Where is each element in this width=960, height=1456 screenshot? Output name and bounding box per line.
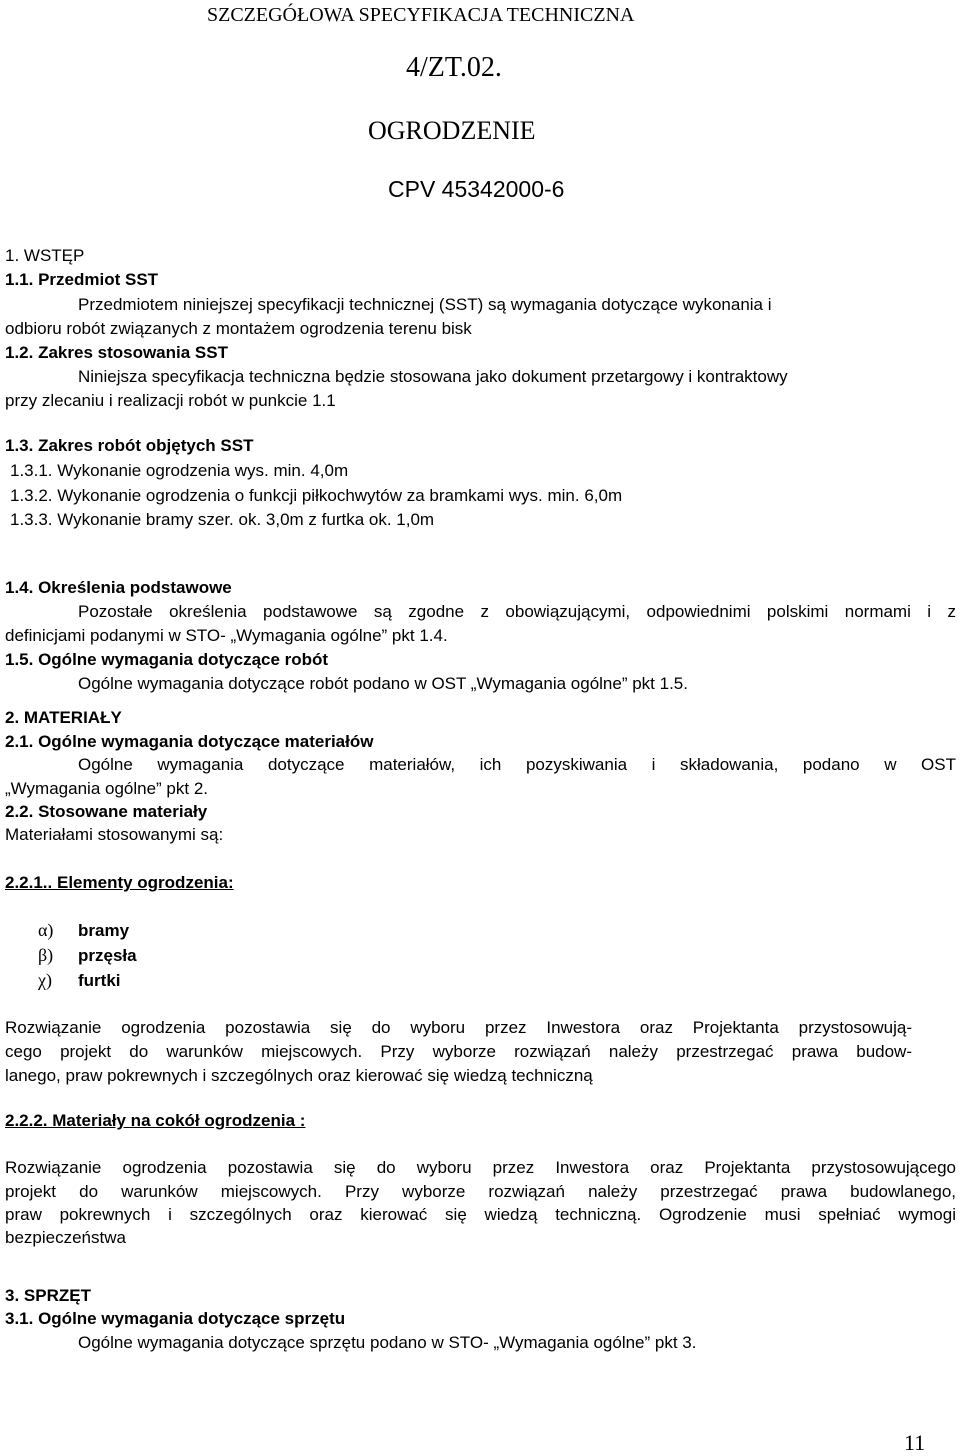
list-item bbox=[38, 945, 137, 966]
section-2-2-heading: 2.2. Stosowane materiały bbox=[5, 802, 208, 821]
section-1-1-text-line2: odbioru robót związanych z montażem ogrodzenia terenu bisk bbox=[5, 319, 472, 338]
section-1-heading: 1. WSTĘP bbox=[5, 246, 85, 265]
list-item-label: przęsła bbox=[78, 946, 137, 965]
list-marker: χ) bbox=[38, 970, 52, 990]
section-3-1-heading: 3.1. Ogólne wymagania dotyczące sprzętu bbox=[5, 1309, 346, 1328]
list-item: 1.3.3. Wykonanie bramy szer. ok. 3,0m z furtka ok. 1,0m bbox=[10, 510, 435, 529]
section-2-2-2-heading: 2.2.2. Materiały na cokół ogrodzenia : bbox=[5, 1111, 306, 1130]
paragraph-2-line1: Rozwiązanie ogrodzenia pozostawia się do wyboru przez Inwestora oraz Projektanta przystosowującego bbox=[5, 1158, 956, 1177]
paragraph-1-line1: Rozwiązanie ogrodzenia pozostawia się do wyboru przez Inwestora oraz Projektanta przystosowują- bbox=[5, 1018, 912, 1037]
paragraph-2-line4: bezpieczeństwa bbox=[5, 1228, 126, 1247]
section-1-2-heading: 1.2. Zakres stosowania SST bbox=[5, 343, 228, 362]
list-item: 1.3.1. Wykonanie ogrodzenia wys. min. 4,0m bbox=[10, 461, 349, 480]
section-1-2-text-line2: przy zlecaniu i realizacji robót w punkcie 1.1 bbox=[5, 391, 336, 410]
section-2-2-1-heading: 2.2.1.. Elementy ogrodzenia: bbox=[5, 873, 234, 892]
list-marker: α) bbox=[38, 920, 54, 940]
section-1-5-text: Ogólne wymagania dotyczące robót podano w OST „Wymagania ogólne” pkt 1.5. bbox=[78, 674, 688, 693]
list-marker: β) bbox=[38, 945, 54, 965]
section-2-1-heading: 2.1. Ogólne wymagania dotyczące materiałów bbox=[5, 732, 374, 751]
page-number: 11 bbox=[904, 1430, 926, 1455]
cpv-code: CPV 45342000-6 bbox=[388, 176, 565, 202]
paragraph-1-line3: lanego, praw pokrewnych i szczególnych oraz kierować się wiedzą techniczną bbox=[5, 1066, 593, 1085]
list-item bbox=[38, 970, 121, 991]
section-3-heading: 3. SPRZĘT bbox=[5, 1286, 91, 1305]
section-1-1-heading: 1.1. Przedmiot SST bbox=[5, 270, 159, 289]
section-1-1-text-line1: Przedmiotem niniejszej specyfikacji technicznej (SST) są wymagania dotyczące wykonania i bbox=[78, 295, 772, 314]
list-item: 1.3.2. Wykonanie ogrodzenia o funkcji piłkochwytów za bramkami wys. min. 6,0m bbox=[10, 486, 623, 505]
section-2-heading: 2. MATERIAŁY bbox=[5, 708, 122, 727]
section-1-2-text-line1: Niniejsza specyfikacja techniczna będzie stosowana jako dokument przetargowy i kontraktowy bbox=[78, 367, 788, 386]
list-item-label: furtki bbox=[78, 971, 121, 990]
section-1-4-text-line2: definicjami podanymi w STO- „Wymagania ogólne” pkt 1.4. bbox=[5, 626, 448, 645]
list-item bbox=[38, 920, 129, 941]
section-1-4-heading: 1.4. Określenia podstawowe bbox=[5, 578, 232, 597]
paragraph-2-line2: projekt do warunków miejscowych. Przy wyborze rozwiązań należy przestrzegać prawa budowlanego, bbox=[5, 1182, 956, 1201]
section-1-4-text-line1: Pozostałe określenia podstawowe są zgodne z obowiązującymi, odpowiednimi polskimi normami i z bbox=[78, 602, 956, 621]
section-2-1-text-line2: „Wymagania ogólne” pkt 2. bbox=[5, 779, 209, 798]
paragraph-2-line3: praw pokrewnych i szczególnych oraz kierować się wiedzą techniczną. Ogrodzenie musi spełniać wymogi bbox=[5, 1205, 956, 1224]
specification-code: 4/ZT.02. bbox=[406, 52, 502, 83]
specification-subject: OGRODZENIE bbox=[368, 116, 536, 145]
list-item-label: bramy bbox=[78, 921, 130, 940]
document-title: SZCZEGÓŁOWA SPECYFIKACJA TECHNICZNA bbox=[207, 4, 635, 26]
section-1-3-heading: 1.3. Zakres robót objętych SST bbox=[5, 436, 254, 455]
paragraph-1-line2: cego projekt do warunków miejscowych. Przy wyborze rozwiązań należy przestrzegać prawa budow- bbox=[5, 1042, 912, 1061]
section-3-1-text: Ogólne wymagania dotyczące sprzętu podano w STO- „Wymagania ogólne” pkt 3. bbox=[78, 1333, 697, 1352]
section-2-2-text: Materiałami stosowanymi są: bbox=[5, 825, 224, 844]
section-2-1-text-line1: Ogólne wymagania dotyczące materiałów, ich pozyskiwania i składowania, podano w OST bbox=[78, 755, 956, 774]
section-1-5-heading: 1.5. Ogólne wymagania dotyczące robót bbox=[5, 650, 329, 669]
